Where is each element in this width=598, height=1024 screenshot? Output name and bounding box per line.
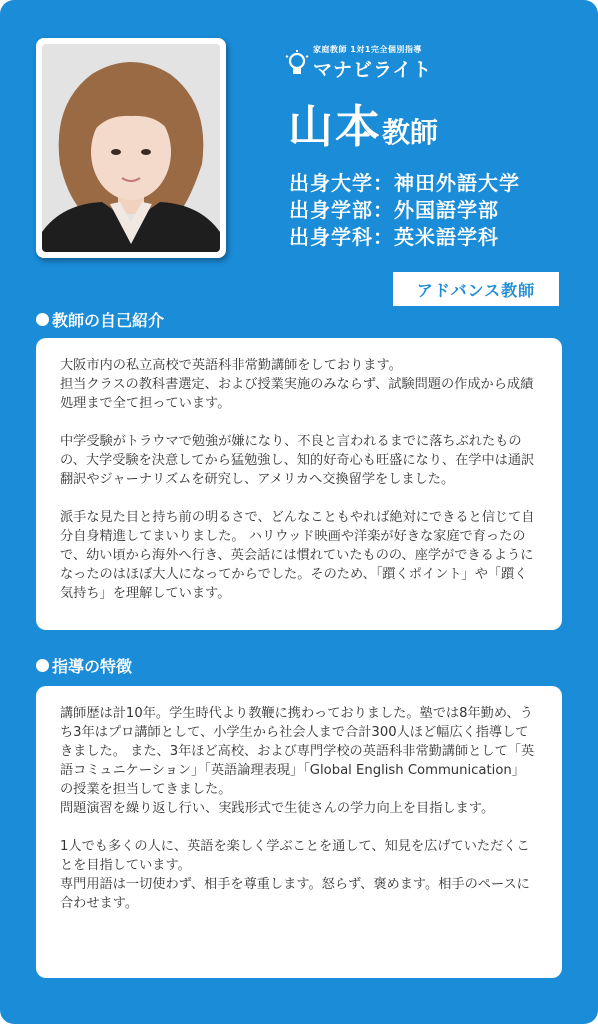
features-section-heading xyxy=(36,654,132,677)
manabilight-logo xyxy=(285,44,445,82)
logo-tagline: 家庭教師 1対1完全個別指導 xyxy=(313,45,422,54)
education-info xyxy=(289,170,520,251)
features-paragraph-1: 講師歴は計10年。学生時代より教鞭に携わっておりました。塾では8年勤め、うち3年はプロ講師として、小学生から社会人まで合計300人ほど幅広く指導してきました。 また、3年ほど高校、および専門学校の英語科非常勤講師として「英語コミュニケーション」「英語論理表現」「Global English Communication」の授業を担当してきました。 問題演習を繰り返し行い、実践形式で生徒さんの学力向上を目指します。 xyxy=(60,706,535,816)
teacher-surname: 山本 xyxy=(288,100,383,153)
logo-brand-name: マナビライト xyxy=(313,59,433,81)
department-row: 出身学科：英米語学科 xyxy=(289,225,499,249)
features-heading-text: 指導の特徴 xyxy=(52,657,133,676)
bullet-dot-icon xyxy=(36,313,49,326)
teacher-rank-badge: アドバンス教師 xyxy=(393,272,559,306)
university-row: 出身大学：神田外語大学 xyxy=(289,171,520,195)
features-paragraph-2: 1人でも多くの人に、英語を楽しく学ぶことを通して、知見を広げていただくことを目指しています。 専門用語は一切使わず、相手を尊重します。怒らず、褒めます。相手のペースに合わせます。 xyxy=(60,839,530,911)
teacher-name xyxy=(288,90,438,155)
intro-heading-text: 教師の自己紹介 xyxy=(52,311,165,330)
intro-section-heading xyxy=(36,308,164,331)
teacher-photo-frame xyxy=(36,38,226,258)
bullet-dot-icon xyxy=(36,659,49,672)
teacher-title: 教師 xyxy=(382,116,439,149)
teacher-photo xyxy=(42,44,220,252)
intro-paragraph-1: 大阪市内の私立高校で英語科非常勤講師をしております。 担当クラスの教科書選定、および授業実施のみならず、試験問題の作成から成績処理まで全て担っています。 xyxy=(60,358,534,411)
faculty-row: 出身学部：外国語学部 xyxy=(289,198,499,222)
teacher-portrait-illustration xyxy=(42,44,220,252)
intro-paragraph-3: 派手な見た目と持ち前の明るさで、どんなこともやれば絶対にできると信じて自分自身精進してまいりました。 ハリウッド映画や洋楽が好きな家庭で育ったので、幼い頃から海外へ行き、英会話には慣れていたものの、座学ができるようになったのはほぼ大人になってからでした。そのため、「躓くポイント」や「躓く気持ち」を理解しています。 xyxy=(60,510,535,601)
features-panel xyxy=(36,686,562,978)
intro-paragraph-2: 中学受験がトラウマで勉強が嫌になり、不良と言われるまでに落ちぶれたものの、大学受験を決意してから猛勉強し、知的好奇心も旺盛になり、在学中は通訳翻訳やジャーナリズムを研究し、アメリカへ交換留学をしました。 xyxy=(60,434,535,487)
lightbulb-icon xyxy=(285,50,309,80)
intro-panel xyxy=(36,338,562,630)
